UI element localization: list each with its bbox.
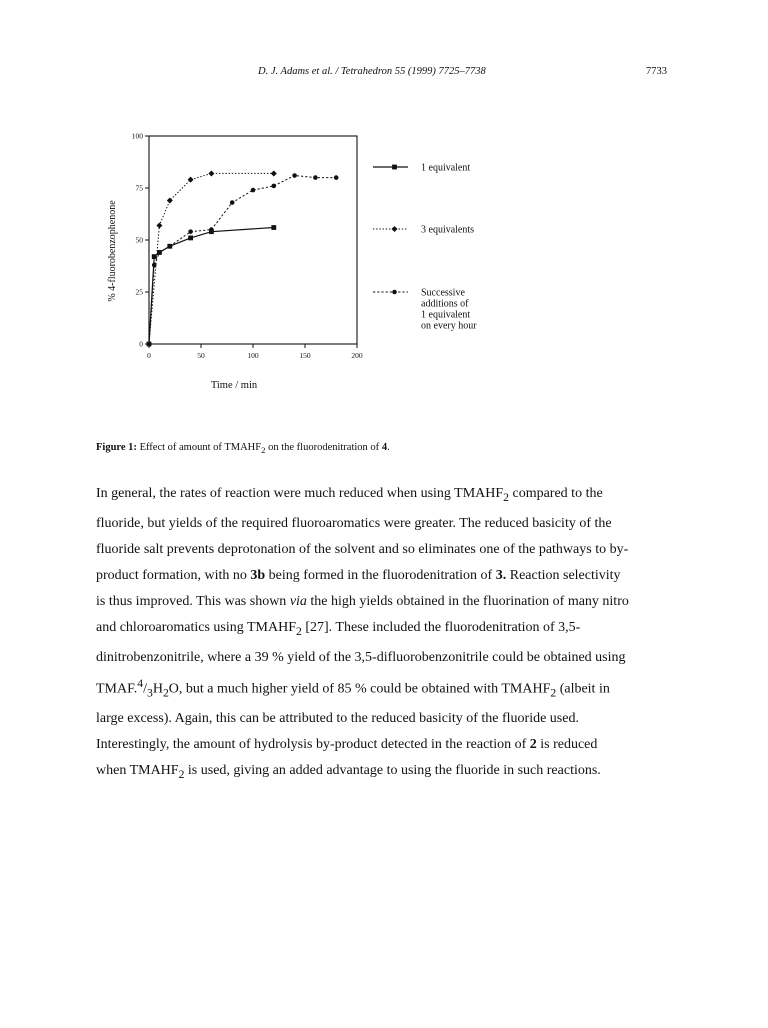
x-tick-label: 100 (247, 351, 259, 360)
data-point (152, 263, 157, 268)
body-text-segment: fluoride salt prevents deprotonation of the solvent and so eliminates one of the pathways to by- (96, 541, 629, 557)
data-point (147, 342, 152, 347)
body-text-segment: via (289, 593, 307, 609)
data-point (188, 177, 194, 183)
legend-label: 1 equivalent (421, 309, 471, 321)
x-tick-label: 200 (351, 351, 363, 360)
body-text-segment: TMAF. (96, 681, 138, 697)
figure-1-chart (90, 126, 530, 406)
body-text-segment: Reaction selectivity (506, 567, 621, 583)
series-line (149, 176, 336, 345)
body-text-segment: is used, giving an added advantage to using the fluoride in such reactions. (184, 763, 601, 779)
body-text-segment: 2 (162, 686, 169, 700)
y-tick-label: 0 (139, 339, 143, 349)
data-point (271, 225, 276, 230)
legend-label: on every hour (421, 320, 477, 332)
body-text-segment: [27]. These included the fluorodenitration of 3,5- (301, 619, 581, 635)
data-point (272, 184, 277, 189)
body-text-segment: 2 (529, 737, 537, 753)
legend-entry-1 (373, 163, 470, 174)
body-text-segment: In general, the rates of reaction were much reduced when using TMAHF (96, 486, 504, 501)
body-text-segment: 2 (550, 686, 557, 700)
running-header (0, 66, 768, 82)
series-1 (147, 225, 277, 346)
body-text-segment: dinitrobenzonitrile, where a 39 % yield of the 3,5-difluorobenzonitrile could be obtained using (96, 649, 626, 665)
y-axis-label: % 4-fluorobenzophenone (107, 200, 118, 302)
body-text-segment: compared to the (508, 486, 603, 501)
body-text-segment: (albeit in (556, 681, 610, 697)
series-3 (147, 173, 339, 346)
data-point (313, 175, 318, 180)
y-tick-label: 75 (135, 183, 143, 193)
body-text-segment: 2 (296, 624, 302, 638)
x-tick-label: 0 (147, 351, 151, 360)
caption-end: . (387, 442, 390, 453)
caption-subscript: 2 (261, 445, 266, 456)
body-text-segment: large excess). Again, this can be attributed to the reduced basicity of the fluoride used. (96, 711, 579, 727)
body-text-segment: O, but a much higher yield of 85 % could be obtained with TMAHF (168, 681, 551, 697)
legend-entry-2 (373, 225, 474, 236)
y-tick-label: 50 (135, 235, 143, 245)
data-point (208, 170, 214, 176)
body-text-segment: is thus improved. This was shown (96, 593, 290, 609)
data-point (188, 229, 193, 234)
legend-entry-3 (373, 288, 477, 332)
legend-marker (392, 165, 397, 170)
data-point (168, 244, 173, 249)
body-text-segment: 3. (495, 567, 507, 583)
x-tick-label: 50 (197, 351, 205, 360)
body-line (96, 615, 686, 645)
legend-label: 1 equivalent (421, 162, 471, 174)
data-point (209, 227, 214, 232)
body-text-segment: product formation, with no (96, 567, 251, 583)
legend-marker (392, 290, 397, 295)
body-text-segment: 3 (147, 686, 153, 700)
body-text-segment: 2 (503, 490, 509, 504)
figure-caption (96, 442, 390, 455)
body-text-segment: is reduced (536, 737, 598, 753)
body-line (96, 511, 686, 537)
plot-frame (149, 136, 357, 344)
series-2 (146, 170, 277, 347)
data-point (292, 173, 297, 178)
body-text-segment: when TMAHF (96, 763, 179, 779)
body-line (96, 563, 686, 589)
data-point (157, 250, 162, 255)
series-line (149, 173, 274, 344)
body-text-segment: the high yields obtained in the fluorination of many nitro (306, 593, 629, 609)
body-text-segment: being formed in the fluorodenitration of (265, 567, 496, 583)
body-line (96, 645, 686, 671)
data-point (167, 197, 173, 203)
data-point (251, 188, 256, 193)
legend-label: additions of (421, 298, 469, 310)
body-line (96, 589, 686, 615)
caption-compound: 4 (381, 442, 388, 453)
running-title: D. J. Adams et al. / Tetrahedron 55 (1999) 7725–7738 (258, 66, 486, 77)
body-line (96, 537, 686, 563)
body-text-segment: / (143, 681, 147, 697)
data-point (271, 170, 277, 176)
body-line (96, 706, 686, 732)
data-point (156, 222, 162, 228)
caption-label: Figure 1: (96, 442, 137, 453)
data-point (152, 254, 157, 259)
body-text-segment: and chloroaromatics using TMAHF (96, 619, 296, 635)
page-number: 7733 (646, 66, 667, 77)
caption-text-2: on the fluorodenitration of (265, 442, 382, 453)
data-point (334, 175, 339, 180)
body-text-segment: H (152, 681, 163, 697)
x-axis-label: Time / min (210, 380, 258, 391)
x-tick-label: 150 (299, 351, 311, 360)
y-tick-label: 25 (135, 287, 143, 297)
legend-label: Successive (421, 287, 465, 299)
body-line (96, 758, 686, 788)
body-text-segment: 3b (250, 567, 266, 583)
body-text-segment: 4 (137, 676, 144, 690)
body-line (96, 481, 686, 511)
y-tick-label: 100 (131, 131, 143, 141)
body-line (96, 671, 686, 706)
body-text-segment: fluoride, but yields of the required fluoroaromatics were greater. The reduced basicity of the (96, 515, 612, 531)
caption-text-1: Effect of amount of TMAHF (136, 442, 262, 453)
legend-label: 3 equivalents (421, 224, 475, 236)
data-point (230, 200, 235, 205)
data-point (188, 236, 193, 241)
body-paragraph (96, 481, 686, 788)
body-line (96, 732, 686, 758)
legend-marker (392, 226, 398, 232)
body-text-segment: Interestingly, the amount of hydrolysis by-product detected in the reaction of (96, 737, 530, 753)
body-text-segment: 2 (178, 767, 185, 781)
